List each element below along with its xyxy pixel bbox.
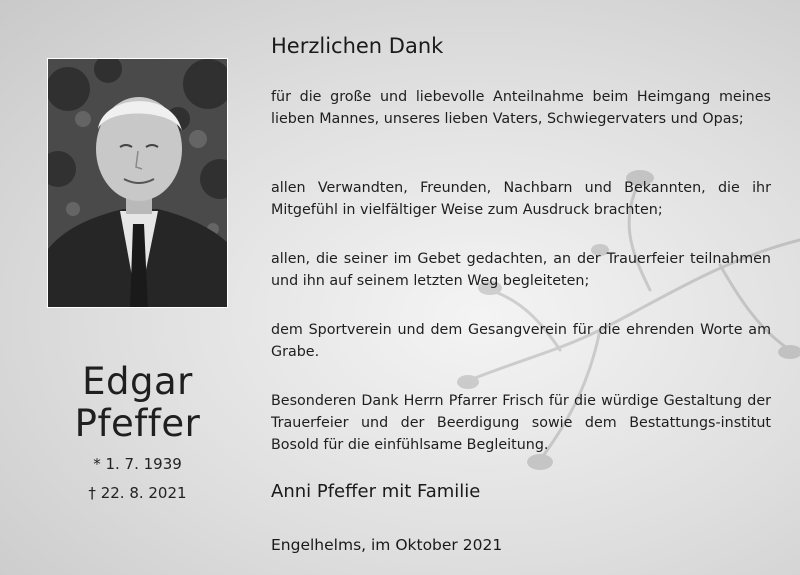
deceased-first-name: Edgar: [82, 360, 193, 403]
thanks-paragraph: dem Sportverein und dem Gesangverein für die ehrenden Worte am Grabe.: [271, 322, 771, 360]
family-signature: Anni Pfeffer mit Familie: [271, 481, 481, 502]
place-and-date: Engelhelms, im Oktober 2021: [271, 536, 503, 554]
notice-heading: Herzlichen Dank: [271, 34, 444, 58]
portrait-photo: [47, 58, 228, 308]
birth-date: * 1. 7. 1939: [93, 455, 182, 473]
thanks-paragraph: Besonderen Dank Herrn Pfarrer Frisch für die würdige Gestaltung der Trauerfeier und der Beerdigung sowie dem Bestattungs-institut Bosold für die einfühlsame Begleitung.: [271, 393, 771, 453]
death-date: † 22. 8. 2021: [88, 484, 187, 502]
thanks-paragraph: allen, die seiner im Gebet gedachten, an der Trauerfeier teilnahmen und ihn auf seinem letzten Weg begleiteten;: [271, 251, 771, 289]
deceased-last-name: Pfeffer: [74, 402, 201, 445]
thanks-paragraph: allen Verwandten, Freunden, Nachbarn und Bekannten, die ihr Mitgefühl in vielfältiger Weise zum Ausdruck brachten;: [271, 180, 771, 218]
thanks-paragraph: für die große und liebevolle Anteilnahme beim Heimgang meines lieben Mannes, unseres lieben Vaters, Schwiegervaters und Opas;: [271, 89, 771, 127]
